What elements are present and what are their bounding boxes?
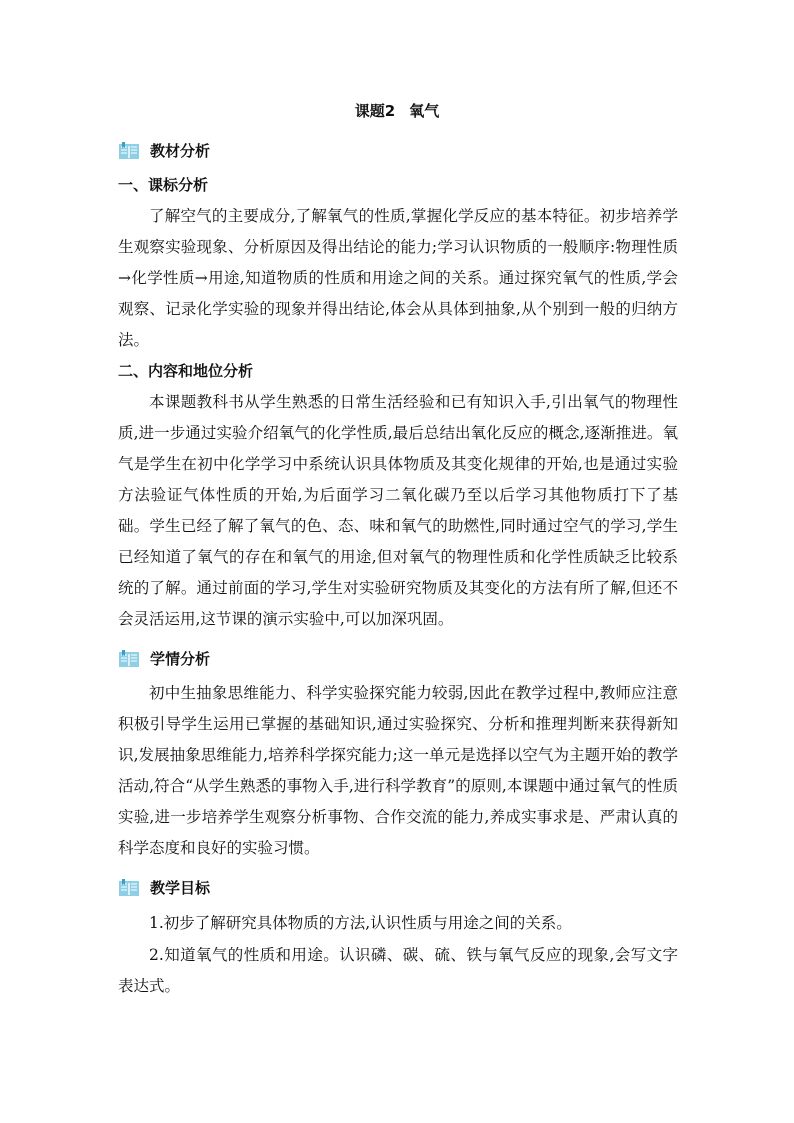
section-header-students bbox=[118, 647, 210, 671]
book-icon bbox=[118, 879, 140, 897]
lesson-topic: 氧气 bbox=[409, 102, 440, 120]
paragraph-content: 本课题教科书从学生熟悉的日常生活经验和已有知识入手,引出氧气的物理性质,进一步通过实验介绍氧气的化学性质,最后总结出氧化反应的概念,逐渐推进。氧气是学生在初中化学学习中系统认识具体物质及其变化规律的开始,也是通过实验方法验证气体性质的开始,为后面学习二氧化碳乃至以后学习其他物质打下了基础。学生已经了解了氧气的色、态、味和氧气的助燃性,同时通过空气的学习,学生已经知道了氧气的存在和氧气的用途,但对氧气的物理性质和化学性质缺乏比较系统的了解。通过前面的学习,学生对实验研究物质及其变化的方法有所了解,但还不会灵活运用,这节课的演示实验中,可以加深巩固。 bbox=[118, 393, 678, 628]
subsection-title-content: 二、内容和地位分析 bbox=[118, 362, 254, 380]
book-icon bbox=[118, 142, 140, 160]
section-header-goals bbox=[118, 876, 210, 900]
book-icon bbox=[118, 650, 140, 668]
section-title-analysis: 教材分析 bbox=[150, 142, 211, 160]
section-title-goals: 教学目标 bbox=[150, 879, 211, 897]
paragraph-students: 初中生抽象思维能力、科学实验探究能力较弱,因此在教学过程中,教师应注意积极引导学生运用已掌握的基础知识,通过实验探究、分析和推理判断来获得新知识,发展抽象思维能力,培养科学探究能力;这一单元是选择以空气为主题开始的教学活动,符合“从学生熟悉的事物入手,进行科学教育”的原则,本课题中通过氧气的性质实验,进一步培养学生观察分析事物、合作交流的能力,养成实事求是、严肃认真的科学态度和良好的实验习惯。 bbox=[118, 684, 678, 857]
paragraph-standards: 了解空气的主要成分,了解氧气的性质,掌握化学反应的基本特征。初步培养学生观察实验现象、分析原因及得出结论的能力;学习认识物质的一般顺序:物理性质→化学性质→用途,知道物质的性质和用途之间的关系。通过探究氧气的性质,学会观察、记录化学实验的现象并得出结论,体会从具体到抽象,从个别到一般的归纳方法。 bbox=[118, 207, 678, 349]
goal-item: 1.初步了解研究具体物质的方法,认识性质与用途之间的关系。 bbox=[149, 914, 572, 932]
section-header-analysis bbox=[118, 139, 210, 163]
page-title bbox=[0, 101, 794, 121]
subsection-title-standards: 一、课标分析 bbox=[118, 176, 209, 194]
section-title-students: 学情分析 bbox=[150, 650, 211, 668]
lesson-number: 课题2 bbox=[354, 102, 396, 120]
goal-item: 2.知道氧气的性质和用途。认识磷、碳、硫、铁与氧气反应的现象,会写文字表达式。 bbox=[118, 946, 678, 995]
